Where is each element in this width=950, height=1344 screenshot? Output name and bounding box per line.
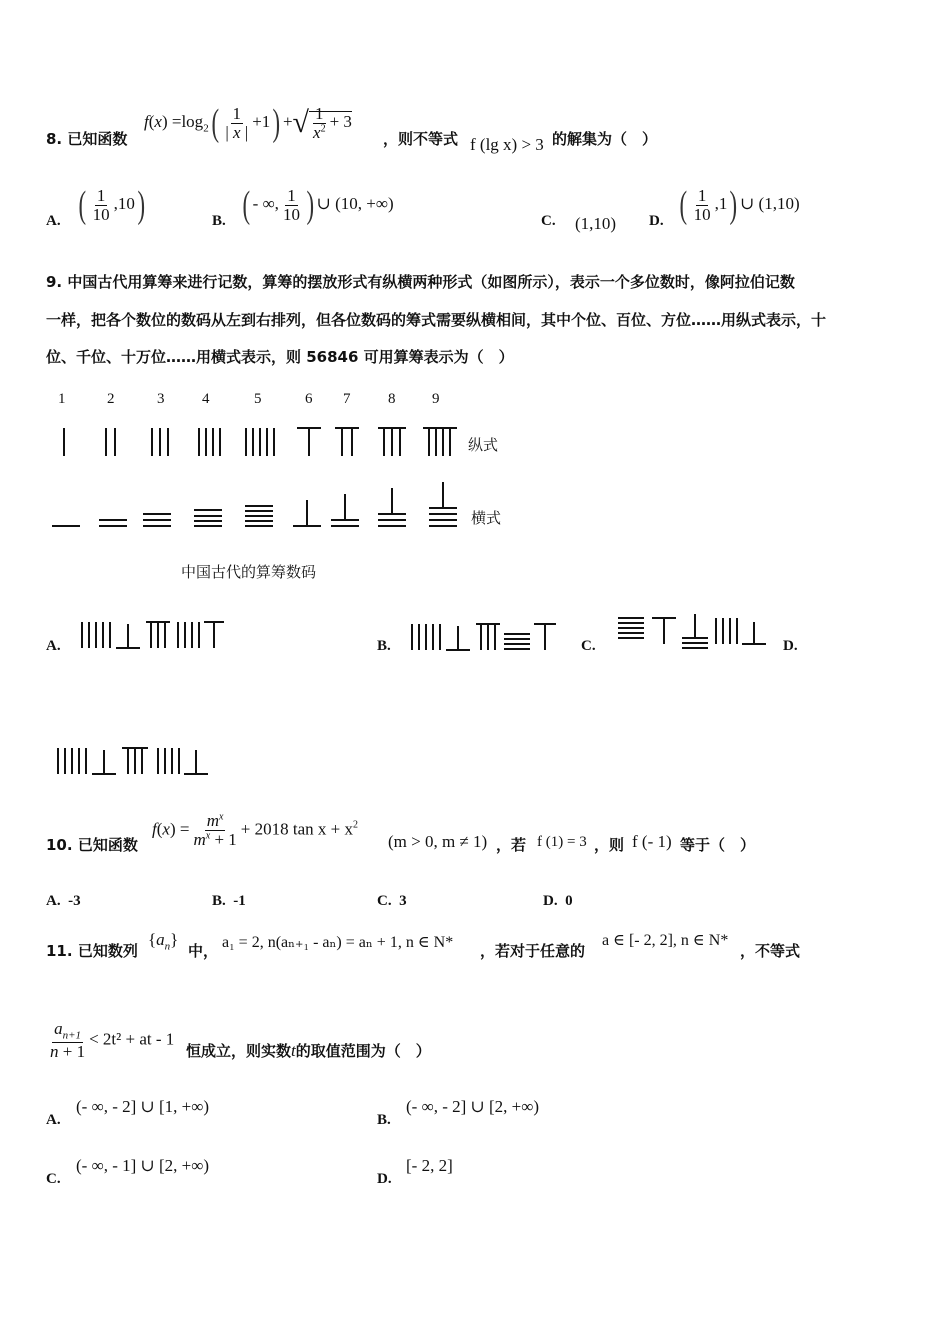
q10-tail: 等于（ ） bbox=[680, 836, 756, 854]
q11-zhong: 中， bbox=[188, 942, 219, 960]
q8-option-a-value[interactable]: ( $\frac{1}{10}$ ,10) bbox=[78, 184, 146, 226]
q10-ask: f (- 1) bbox=[632, 832, 672, 851]
vertical-rods-row bbox=[64, 428, 457, 456]
q8-option-b-value[interactable]: ( - ∞, $\frac{1}{10}$ ) ∪ (10, +∞) bbox=[242, 184, 394, 226]
q9-line-2: 一样，把各个数位的数码从左到右排列，但各位数码的筹式需要纵横相间，其中个位、百位、方位……用纵式表示，十 bbox=[46, 311, 827, 329]
q8-option-c-value[interactable]: (1,10) bbox=[575, 214, 617, 233]
q8-option-d-value[interactable]: ( $\frac{1}{10}$ ,1) ∪ (1,10) bbox=[679, 184, 800, 226]
q9-line-1: 9. 中国古代用算筹来进行记数，算筹的摆放形式有纵横两种形式（如图所示），表示一个多位数时，像阿拉伯记数 bbox=[46, 273, 795, 291]
rod-digit-label: 9 bbox=[432, 391, 440, 407]
q11-recurrence: a₁ = 2, n(aₙ₊₁ - aₙ) = aₙ + 1, n ∈ N* bbox=[222, 934, 454, 951]
rod-digit-label: 6 bbox=[305, 391, 313, 407]
q11-tail: 恒成立，则实数t的取值范围为（ ） bbox=[186, 1041, 431, 1060]
q11-mid: ，若对于任意的 bbox=[480, 942, 586, 960]
q11-sequence: $\{a_n\}$ bbox=[148, 930, 179, 953]
q8-tail: 的解集为（ ） bbox=[552, 130, 658, 148]
q10-option-a[interactable]: A. -3 bbox=[46, 893, 81, 909]
q11-option-d-letter[interactable]: D. bbox=[377, 1171, 392, 1187]
q11-inequality: $\frac{a_{n+1}}{n + 1}$ < 2t² + at - 1 bbox=[50, 1019, 175, 1061]
rod-digit-label: 3 bbox=[157, 391, 165, 407]
q10-option-c[interactable]: C. 3 bbox=[377, 893, 407, 909]
q11-lead: 11. 已知数列 bbox=[46, 942, 138, 960]
q8-mid: ，则不等式 bbox=[383, 130, 459, 148]
q10-lead: 10. 已知函数 bbox=[46, 836, 138, 854]
q11-option-b-letter[interactable]: B. bbox=[377, 1112, 391, 1128]
rod-digit-label: 1 bbox=[58, 391, 66, 407]
rod-digit-label: 8 bbox=[388, 391, 396, 407]
q10-domain: (m > 0, m ≠ 1) bbox=[388, 832, 488, 851]
q8-option-d-letter[interactable]: D. bbox=[649, 213, 664, 229]
rod-digit-label: 7 bbox=[343, 391, 351, 407]
q9-line-3: 位、千位、十万位……用横式表示，则 56846 可用算筹表示为（ ） bbox=[46, 348, 514, 366]
q10-option-b[interactable]: B. -1 bbox=[212, 893, 246, 909]
rod-digit-label: 2 bbox=[107, 391, 115, 407]
q11-option-d-value[interactable]: [- 2, 2] bbox=[406, 1156, 453, 1175]
q9-option-c-letter[interactable]: C. bbox=[581, 638, 596, 654]
q11-option-a-value[interactable]: (- ∞, - 2] ∪ [1, +∞) bbox=[76, 1097, 210, 1116]
q11-option-a-letter[interactable]: A. bbox=[46, 1112, 61, 1128]
q8-function-expression: $f(x) =\log_2$( $\frac{1}{| x |}$ +1) +√ $\frac{1}{x^2}$ + 3 bbox=[144, 102, 352, 144]
vertical-form-label: 纵式 bbox=[468, 436, 499, 454]
q9-option-b-letter[interactable]: B. bbox=[377, 638, 391, 654]
q11-option-c-value[interactable]: (- ∞, - 1] ∪ [2, +∞) bbox=[76, 1156, 210, 1175]
q8-option-a-letter[interactable]: A. bbox=[46, 213, 61, 229]
q10-condition: f (1) = 3 bbox=[537, 834, 587, 850]
q10-option-d[interactable]: D. 0 bbox=[543, 893, 573, 909]
q11-budengshi: ，不等式 bbox=[740, 942, 801, 960]
rod-numerals-figure bbox=[0, 420, 520, 540]
q11-range: a ∈ [- 2, 2], n ∈ N* bbox=[602, 932, 729, 949]
horizontal-form-label: 横式 bbox=[471, 509, 502, 527]
figure-caption: 中国古代的算筹数码 bbox=[181, 563, 317, 581]
q9-option-a-letter[interactable]: A. bbox=[46, 638, 61, 654]
q9-option-b-rods[interactable] bbox=[408, 620, 560, 656]
q11-option-c-letter[interactable]: C. bbox=[46, 1171, 61, 1187]
q8-condition: f (lg x) > 3 bbox=[470, 135, 544, 154]
q11-option-b-value[interactable]: (- ∞, - 2] ∪ [2, +∞) bbox=[406, 1097, 540, 1116]
q10-mid: ，若 bbox=[496, 836, 527, 854]
q9-option-c-rods[interactable] bbox=[614, 612, 770, 656]
q9-option-a-rods[interactable] bbox=[78, 618, 228, 654]
rod-digit-label: 4 bbox=[202, 391, 210, 407]
q8-option-c-letter[interactable]: C. bbox=[541, 213, 556, 229]
horizontal-rods-row bbox=[52, 482, 457, 526]
q8-lead: 8. 已知函数 bbox=[46, 130, 128, 148]
q10-function-expression: f(x) = $\frac{m^x}{m^x + 1}$ + 2018 $\tan x + x^2$ bbox=[152, 811, 358, 849]
rod-digit-label: 5 bbox=[254, 391, 262, 407]
q9-option-d-letter[interactable]: D. bbox=[783, 638, 798, 654]
q9-option-d-rods[interactable] bbox=[54, 744, 212, 778]
q10-then: ，则 bbox=[594, 836, 625, 854]
q8-option-b-letter[interactable]: B. bbox=[212, 213, 226, 229]
